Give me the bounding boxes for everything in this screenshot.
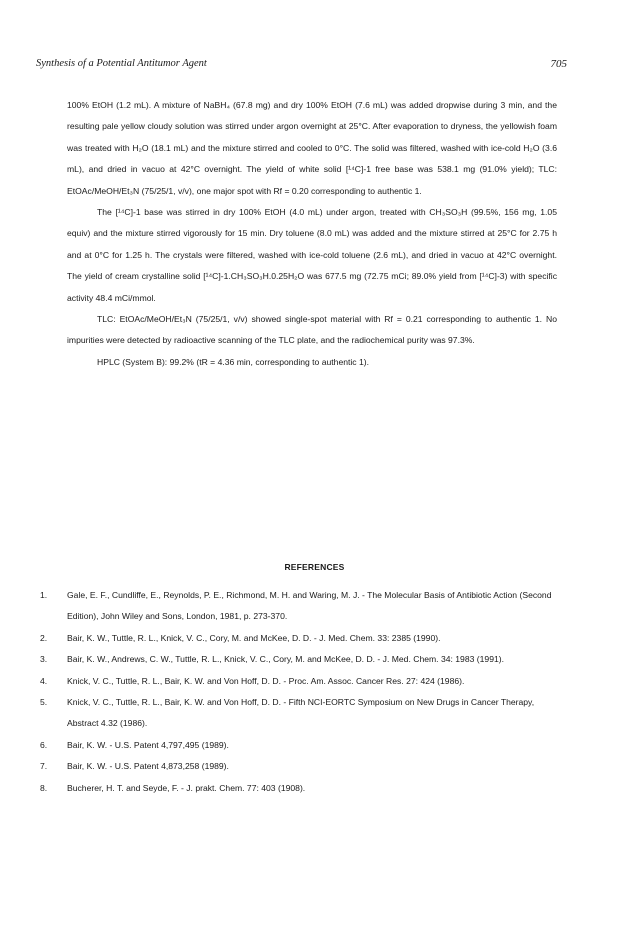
running-title: Synthesis of a Potential Antitumor Agent [36, 58, 207, 69]
page-header [36, 58, 567, 74]
reference-number: 1. [40, 590, 48, 600]
paragraph-4: HPLC (System B): 99.2% (tR = 4.36 min, corresponding to authentic 1). [97, 356, 370, 367]
reference-text: Knick, V. C., Tuttle, R. L., Bair, K. W. and Von Hoff, D. D. - Fifth NCI-EORTC Symposium on New Drugs in Cancer Therapy, Abstract 4.32 (1986). [67, 697, 535, 729]
reference-number: 6. [40, 739, 48, 750]
reference-number: 3. [40, 654, 48, 665]
reference-item [40, 628, 557, 649]
references-list [40, 585, 557, 799]
reference-text: Knick, V. C., Tuttle, R. L., Bair, K. W. and Von Hoff, D. D. - Proc. Am. Assoc. Cancer Res. 27: 424 (1986). [67, 675, 465, 686]
reference-number: 5. [40, 697, 48, 708]
reference-number: 7. [40, 761, 48, 772]
reference-text: Bair, K. W. - U.S. Patent 4,873,258 (1989). [67, 761, 229, 772]
page-number: 705 [550, 58, 567, 70]
reference-number: 8. [40, 782, 48, 793]
reference-item [40, 778, 557, 799]
reference-text: Bair, K. W., Andrews, C. W., Tuttle, R. L., Knick, V. C., Cory, M. and McKee, D. D. - J. Med. Chem. 34: 1983 (1991). [67, 654, 505, 665]
reference-text: Bucherer, H. T. and Seyde, F. - J. prakt. Chem. 77: 403 (1908). [67, 782, 306, 793]
reference-item [40, 756, 557, 777]
reference-text: Bair, K. W., Tuttle, R. L., Knick, V. C., Cory, M. and McKee, D. D. - J. Med. Chem. 33: 2385 (1990). [67, 632, 441, 643]
reference-text: Gale, E. F., Cundliffe, E., Reynolds, P. E., Richmond, M. H. and Waring, M. J. - The Molecular Basis of Antibiotic Action (Second Edition), John Wiley and Sons, London, 1981, p. 273-370. [67, 590, 552, 622]
reference-number: 4. [40, 675, 48, 686]
reference-item [40, 649, 557, 670]
reference-item [40, 692, 557, 735]
paragraph-3: TLC: EtOAc/MeOH/Et₃N (75/25/1, v/v) showed single-spot material with Rf = 0.21 corresponding to authentic 1. No impurities were detected by radioactive scanning of the TLC plate, and the radiochemical purity was 97.3%. [67, 314, 557, 346]
reference-item [40, 671, 557, 692]
paragraph-2: The [¹⁴C]-1 base was stirred in dry 100% EtOH (4.0 mL) under argon, treated with CH₃SO₃H (99.5%, 156 mg, 1.05 equiv) and the mixture stirred vigorously for 15 min. Dry toluene (8.0 mL) was added and the mixture stirred at 25°C for 2.75 h and at 0°C for 1.25 h. The crystals were filtered, washed with ice-cold toluene (2.6 mL), and dried in vacuo at 42°C overnight. The yield of cream crystalline solid [¹⁴C]-1.CH₃SO₃H.0.25H₂O was 677.5 mg (72.75 mCi; 89.0% yield from [¹⁴C]-3) with specific activity 48.4 mCi/mmol. [67, 207, 557, 303]
reference-item [40, 735, 557, 756]
reference-text: Bair, K. W. - U.S. Patent 4,797,495 (1989). [67, 739, 229, 750]
reference-item [40, 585, 557, 628]
references-heading: REFERENCES [284, 562, 345, 572]
paragraph-1: 100% EtOH (1.2 mL). A mixture of NaBH₄ (67.8 mg) and dry 100% EtOH (7.6 mL) was added dropwise during 3 min, and the resulting pale yellow cloudy solution was stirred under argon overnight at 25°C. After evaporation to dryness, the yellowish foam was treated with H₂O (18.1 mL) and the mixture stirred and cooled to 0°C. The solid was filtered, washed with ice-cold H₂O (3.6 mL), and dried in vacuo at 42°C overnight. The yield of white solid [¹⁴C]-1 free base was 538.1 mg (91.0% yield); TLC: EtOAc/MeOH/Et₃N (75/25/1, v/v), one major spot with Rf = 0.20 corresponding to authentic 1. [67, 100, 557, 196]
body-text [67, 95, 557, 373]
reference-number: 2. [40, 632, 48, 643]
